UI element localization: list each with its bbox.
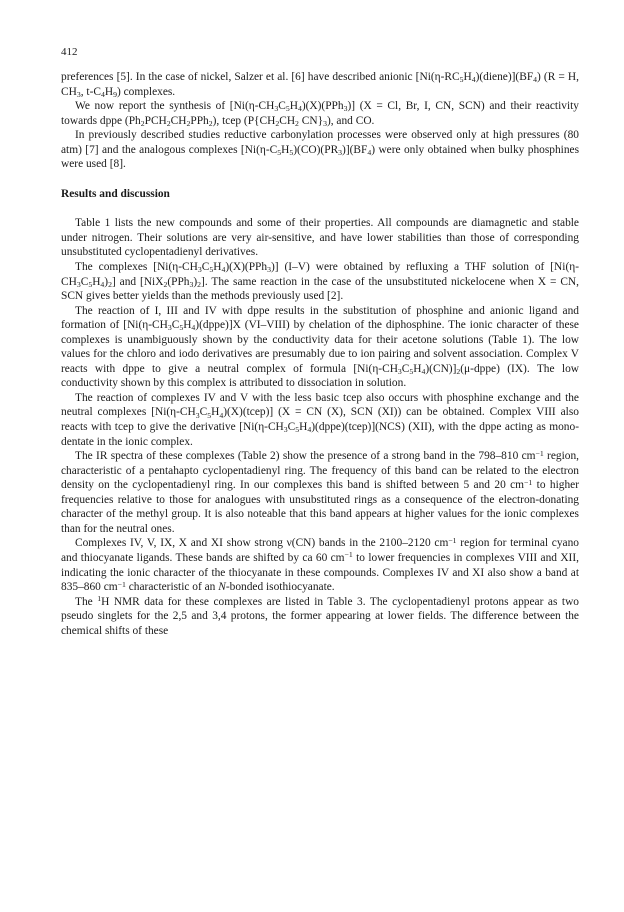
page-number: 412 [61, 46, 78, 58]
paragraph: The reaction of complexes IV and V with the less basic tcep also occurs with phosphine exchange and the neutral complexes $[Ni(\eta-CH_3C_5H_4)(X)(tcep)] (X$ = CN (X), SCN (XI)) can be obtained. Complex VIII also reacts with tcep to give the derivative $[Ni(\eta-CH_3C_5H_4)(dppe)(tcep)](NCS)$ (XII), with the dppe acting as monodentate in the ionic complex. [61, 391, 579, 448]
text-column [61, 70, 579, 638]
paragraph: The reaction of I, III and IV with dppe results in the substitution of phosphine and anionic ligand and formation of $[Ni(\eta-CH_3C_5H_4)(dppe)]X$ (VI–VIII) by chelation of the diphosphine. The ionic character of these complexes is unambiguously shown by the conductivity data for their acetone solutions (Table 1). The low values for the chloro and iodo derivatives are presumably due to ion pairing and solvent association. Complex V reacts with dppe to give a neutral complex of formula $[Ni(\eta-CH_3C_5H_4)(CN)]_2(\mu-dppe)$ (IX). The low conductivity shown by this complex is attributed to dissociation in solution. [61, 304, 579, 390]
paragraph: The $^1$H NMR data for these complexes are listed in Table 3. The cyclopentadienyl protons appear as two pseudo singlets for the 2,5 and 3,4 protons, the former appearing at lower fields. The difference between the chemical shifts of these [61, 594, 579, 637]
paragraph: The complexes $[Ni(\eta-CH_3C_5H_4)(X)(PPh_3)]$ (I–V) were obtained by refluxing a THF solution of $[Ni(\eta-CH_3C_5H_4)_2]$ and $[NiX_2(PPh_3)_2]$. The same reaction in the case of the unsubstituted nickelocene when X = CN, SCN gives better yields than the methods previously used [2]. [61, 261, 579, 303]
section-heading: Results and discussion [61, 187, 170, 200]
paragraph: Table 1 lists the new compounds and some of their properties. All compounds are diamagnetic and stable under nitrogen. Their solutions are very air-sensitive, and have lower stabilities than those of corresponding unsubstituted cyclopentadienyl derivatives. [61, 217, 579, 259]
paragraph: The IR spectra of these complexes (Table 2) show the presence of a strong band in the 798–810 $cm^{-1}$ region, characteristic of a pentahapto cyclopentadienyl ring. The frequency of this band can be related to the electron density on the cyclopentadienyl ring. In our complexes this band is shifted between 5 and 20 $cm^{-1}$ to higher frequencies relative to those for analogues with unsubstituted rings as a consequence of the electron-donating character of the methyl group. It is also noteable that this band appears at higher values for the ionic complexes than for the neutral ones. [61, 448, 580, 535]
paragraph: We now report the synthesis of $[Ni(\eta-CH_3C_5H_4)(X)(PPh_3)] (X = Cl$, Br, I, CN, SCN) and their reactivity towards dppe $(Ph_2PCH_2CH_2PPh_2)$, tcep ($P\{CH_2CH_2$ $CN\}_3$), and CO. [61, 100, 579, 128]
paragraph: Complexes IV, V, IX, X and XI show strong ν(CN) bands in the 2100–2120 $cm^{-1}$ region for terminal cyano and thiocyanate ligands. These bands are shifted by ca 60 $cm^{-1}$ to lower frequencies in complexes VIII and XII, indicating the ionic character of the thiocyanate in these compounds. Complexes IV and XI also show a band at 835–860 $cm^{-1}$ characteristic of an N-bonded isothiocyanate. [61, 535, 579, 594]
paragraph: preferences [5]. In the case of nickel, Salzer et al. [6] have described anionic $[Ni(\eta-RC_5H_4)(diene)](BF_4) (R = H$, $CH_3$, $t-C_4H_9$) complexes. [61, 71, 579, 99]
paragraph: In previously described studies reductive carbonylation processes were observed only at high pressures (80 atm) [7] and the analogous complexes $[Ni(\eta-C_5H_5)(CO)(PR_3)](BF_4)$ were only obtained when bulky phosphines were used [8]. [61, 129, 580, 171]
